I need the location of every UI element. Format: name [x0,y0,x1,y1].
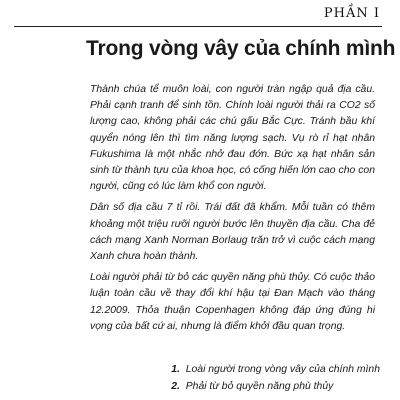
section-list [171,362,380,395]
header-rule [14,26,382,27]
section-title: Loài người trong vòng vây của chính mình [185,364,380,375]
part-label: PHẦN I [323,6,380,21]
section-number: 2. [171,380,180,392]
section-number: 1. [171,364,180,375]
chapter-title: Trong vòng vây của chính mình [86,37,396,60]
intro-text [90,82,375,335]
paragraph-3: Loài người phải từ bỏ các quyền năng phù thủy. Có cuộc thảo luận toàn cầu về thay đổi khí hậu tại Đan Mạch vào tháng 12.2009. Thỏa thuận Copenhagen không đáp ứng đúng hi vọng của bất cứ ai, nhưng là điểm khởi đầu quan trọng. [90,272,375,332]
paragraph-2: Dân số địa cầu 7 tỉ rồi. Trái đất đã khẩm. Mỗi tuần có thêm khoảng một triệu rưỡi người bước lên thuyền địa cầu. Cha đẻ cách mạng Xanh Norman Borlaug trăn trở vì cuộc cách mạng Xanh chưa hoàn thành. [90,202,375,263]
section-item-2 [171,379,380,396]
section-title: Phải từ bỏ quyền năng phù thủy [185,380,334,392]
section-item-1 [171,362,380,379]
paragraph-1: Thành chúa tể muôn loài, con người tràn ngập quả địa cầu. Phải cạnh tranh để sinh tồn. Chính loài người thải ra CO2 số lượng cao, không phải các chú gấu Bắc Cực. Tránh bầu khí quyển nóng lên thì tìm năng lượng sạch. Vụ rò rỉ hạt nhân Fukushima là một nhắc nhở đau đớn. Bức xạ hạt nhân sản sinh từ thành tựu của khoa học, có cống hiến lớn cao cho con người, cũng có lúc làm khổ con người. [90,84,375,193]
